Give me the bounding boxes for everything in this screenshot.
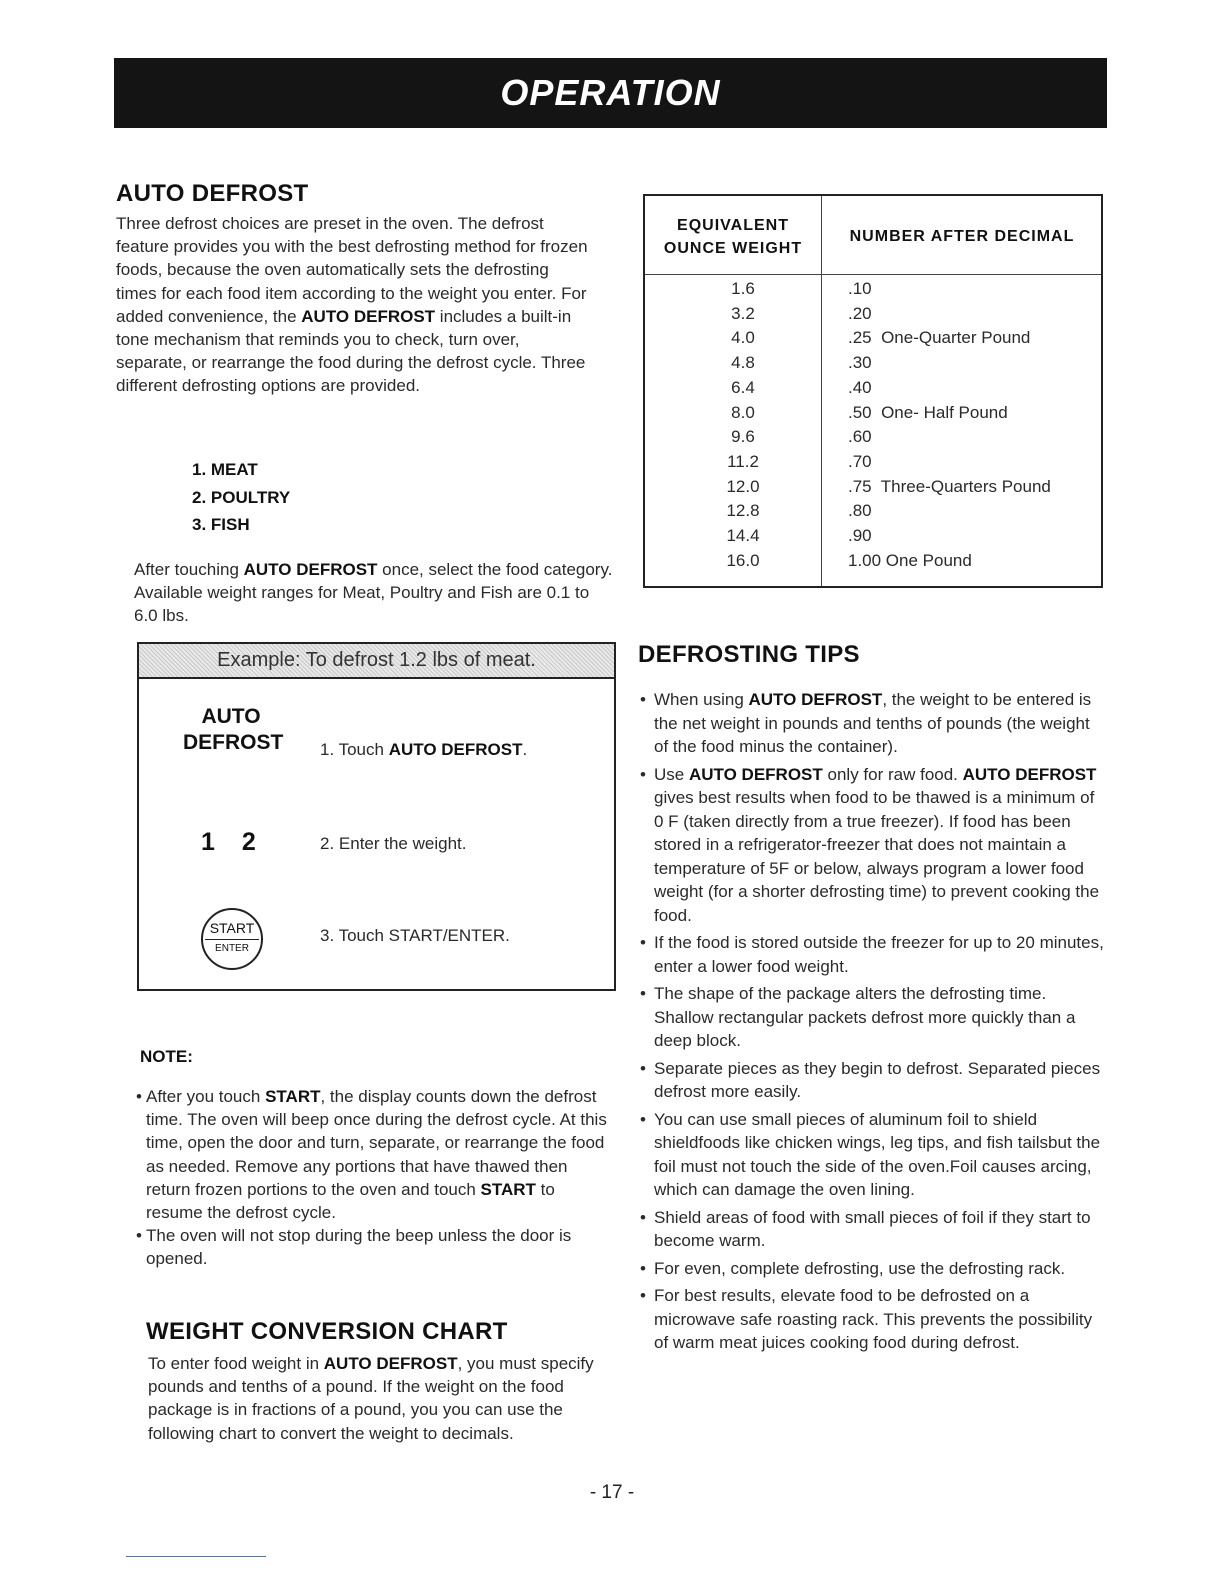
bold-text: AUTO DEFROST xyxy=(243,560,378,579)
text-segment: The oven will not stop during the beep unless the door is opened. xyxy=(146,1226,572,1269)
text-segment: When using xyxy=(654,690,749,709)
table-row xyxy=(645,304,1101,329)
text-segment: The shape of the package alters the defrosting time. Shallow rectangular packets defrost more quickly than a deep block. xyxy=(654,984,1076,1050)
auto-defrost-intro xyxy=(116,212,594,398)
table-header-divider xyxy=(645,274,1101,275)
defrost-options-list xyxy=(192,456,290,539)
auto-defrost-heading: AUTO DEFROST xyxy=(116,180,309,207)
ounce-cell: 3.2 xyxy=(731,303,755,323)
bold-text: AUTO DEFROST xyxy=(688,764,823,784)
bold-text: AUTO DEFROST xyxy=(748,690,883,709)
note-heading: NOTE: xyxy=(140,1047,193,1066)
bold-text: AUTO DEFROST xyxy=(301,306,436,326)
table-row xyxy=(645,403,1101,428)
decimal-cell: .80 xyxy=(848,501,872,521)
bold-text: START xyxy=(480,1179,536,1199)
note-item xyxy=(140,1085,612,1224)
text-segment: only for raw food. xyxy=(822,764,963,784)
text-segment: For best results, elevate food to be defrosted on a microwave safe roasting rack. This prevents the possibility of warm meat juices cooking food during defrost. xyxy=(654,1286,1093,1352)
ounce-cell: 9.6 xyxy=(731,427,755,447)
conversion-table xyxy=(643,194,1103,588)
ounce-cell: 4.0 xyxy=(731,328,755,348)
ounce-cell: 4.8 xyxy=(731,353,755,373)
page-number: - 17 - xyxy=(589,1482,635,1503)
table-row xyxy=(645,427,1101,452)
text-segment: You can use small pieces of aluminum foil to shield shieldfoods like chicken wings, leg tips, and fish tailsbut the foil must not touch the side of the oven.Foil causes arcing, which can damage the oven lining. xyxy=(654,1109,1101,1199)
section-banner xyxy=(114,58,1107,128)
ounce-cell: 12.0 xyxy=(726,476,760,496)
text-segment: Use xyxy=(654,764,689,784)
table-row xyxy=(645,452,1101,477)
decimal-cell: .70 xyxy=(848,451,872,471)
text-segment: For even, complete defrosting, use the defrosting rack. xyxy=(654,1258,1066,1278)
number-keys: 1 2 xyxy=(201,828,256,856)
text-segment: If the food is stored outside the freezer for up to 20 minutes, enter a lower food weight. xyxy=(654,933,1104,976)
tip-item xyxy=(638,688,1108,759)
text-segment: , you must specify pounds and tenths of a pound. If the weight on the food package is in fractions of a pound, you you can use the following chart to convert the weight to decimals. xyxy=(148,1354,594,1443)
bold-text: AUTO DEFROST xyxy=(962,764,1097,784)
enter-label: ENTER xyxy=(215,943,249,954)
table-row xyxy=(645,551,1101,576)
note-list xyxy=(140,1085,612,1271)
text-segment: After you touch xyxy=(146,1087,266,1106)
auto-defrost-key: AUTO DEFROST xyxy=(183,705,284,754)
decimal-cell: .75 Three-Quarters Pound xyxy=(848,476,1051,496)
ounce-cell: 16.0 xyxy=(726,550,760,570)
text-segment: , the display counts down the defrost time. The oven will beep once during the defrost cycle. At this time, open the door and turn, separate, or rearrange the food as needed. Remove any portions that have thawed then return frozen portions to the oven and touch xyxy=(146,1087,607,1199)
defrosting-tips-list xyxy=(638,688,1108,1359)
text-segment: 3. Touch START/ENTER. xyxy=(320,926,510,945)
option-meat: 1. MEAT xyxy=(192,460,258,479)
ounce-cell: 11.2 xyxy=(727,451,759,471)
table-row xyxy=(645,279,1101,304)
text-segment: . xyxy=(522,740,528,759)
tip-item xyxy=(638,1108,1108,1202)
ounce-cell: 8.0 xyxy=(731,402,755,422)
decimal-cell: .10 xyxy=(848,279,872,298)
weight-chart-text xyxy=(148,1352,614,1445)
decimal-cell: .90 xyxy=(848,526,872,545)
example-box xyxy=(137,642,616,991)
option-fish: 3. FISH xyxy=(192,515,250,534)
table-row xyxy=(645,477,1101,502)
decimal-cell: .40 xyxy=(848,377,872,397)
text-segment: Shield areas of food with small pieces of foil if they start to become warm. xyxy=(654,1207,1091,1250)
start-label: START xyxy=(209,920,255,936)
tip-item xyxy=(638,1284,1108,1355)
tip-item xyxy=(638,1257,1108,1281)
decimal-cell: .50 One- Half Pound xyxy=(848,402,1008,422)
text-segment: Three defrost choices are preset in the oven. The defrost feature provides you with the best defrosting method for frozen foods, because the oven automatically sets the defrosting times for each food item according to the weight you enter. For added convenience, the xyxy=(116,214,588,326)
table-row xyxy=(645,501,1101,526)
footer-line xyxy=(126,1556,266,1557)
weight-chart-heading: WEIGHT CONVERSION CHART xyxy=(146,1318,508,1345)
ounce-cell: 14.4 xyxy=(726,526,760,545)
ounce-cell: 1.6 xyxy=(731,279,755,298)
column-header-ounce-weight xyxy=(645,214,821,260)
start-enter-button-icon xyxy=(201,908,263,970)
text-segment: once, select the food category. Available weight ranges for Meat, Poultry and Fish are 0.1 to 6.0 lbs. xyxy=(134,560,613,626)
decimal-cell: 1.00 One Pound xyxy=(848,550,972,570)
text-segment: includes a built-in tone mechanism that reminds you to check, turn over, separate, or rearrange the food during the defrost cycle. Three different defrosting options are provided. xyxy=(116,306,586,396)
text-segment: 2. Enter the weight. xyxy=(320,834,467,853)
text-segment: gives best results when food to be thawed is a minimum of 0 F (taken directly from a true freezer). If food has been stored in a refrigerator-freezer that does not maintain a temperature of 5F or below, always program a lower food weight (for a shorter defrosting time) to prevent cooking the food. xyxy=(654,788,1100,925)
option-poultry: 2. POULTRY xyxy=(192,487,291,507)
banner-title: OPERATION xyxy=(500,72,721,113)
text-segment: 1. Touch xyxy=(320,740,389,759)
decimal-cell: .30 xyxy=(848,353,872,373)
bold-text: AUTO DEFROST xyxy=(323,1354,458,1373)
bold-text: START xyxy=(265,1087,321,1106)
column-header-line: EQUIVALENT xyxy=(677,217,789,234)
example-step-2 xyxy=(320,834,466,854)
decimal-cell: .25 One-Quarter Pound xyxy=(848,328,1031,348)
ounce-cell: 6.4 xyxy=(731,377,755,397)
table-row xyxy=(645,328,1101,353)
column-header-decimal: NUMBER AFTER DECIMAL xyxy=(849,228,1075,245)
start-divider xyxy=(205,939,259,940)
text-segment: , the weight to be entered is the net weight in pounds and tenths of pounds (the weight of the food minus the container). xyxy=(654,690,1092,756)
table-row xyxy=(645,378,1101,403)
text-segment: Separate pieces as they begin to defrost. Separated pieces defrost more easily. xyxy=(654,1058,1101,1101)
decimal-cell: .20 xyxy=(848,303,872,323)
auto-defrost-after-text xyxy=(134,558,616,628)
ounce-cell: 12.8 xyxy=(726,501,760,521)
table-row xyxy=(645,526,1101,551)
bold-text: AUTO DEFROST xyxy=(388,740,523,759)
tip-item xyxy=(638,763,1108,928)
text-segment: After touching xyxy=(134,560,244,579)
column-header-line: OUNCE WEIGHT xyxy=(663,240,803,257)
table-row xyxy=(645,353,1101,378)
defrosting-tips-heading: DEFROSTING TIPS xyxy=(638,641,860,668)
example-header: Example: To defrost 1.2 lbs of meat. xyxy=(139,644,614,679)
tip-item xyxy=(638,982,1108,1053)
text-segment: to resume the defrost cycle. xyxy=(146,1179,555,1223)
note-item xyxy=(140,1224,612,1270)
text-segment: To enter food weight in xyxy=(148,1354,324,1373)
decimal-cell: .60 xyxy=(848,427,872,447)
example-step-3 xyxy=(320,926,510,946)
example-step-1 xyxy=(320,740,527,760)
tip-item xyxy=(638,931,1108,978)
tip-item xyxy=(638,1206,1108,1253)
tip-item xyxy=(638,1057,1108,1104)
